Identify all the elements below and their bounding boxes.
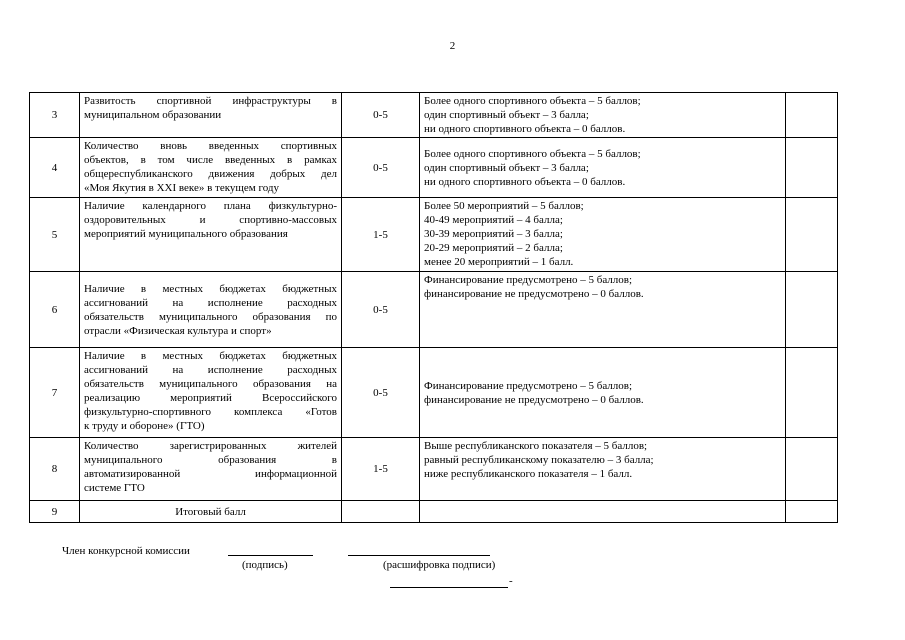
date-line-tail: - [509,575,513,587]
scoring-line: 40-49 мероприятий – 4 балла; [424,214,563,226]
page-number: 2 [449,40,456,52]
score-range: 0-5 [342,138,420,198]
signature-caption: (подпись) [242,559,288,571]
criterion-line: автоматизированной информационной [84,468,337,480]
scoring-line: равный республиканскому показателю – 3 балла; [424,454,654,466]
signature-line[interactable] [228,555,313,556]
scoring-line: Более одного спортивного объекта – 5 баллов; [424,147,641,160]
criterion-line: обязательств муниципального образования по [84,310,337,323]
criterion-cell [80,138,342,198]
criterion-line: обязательств муниципального образования на [84,378,337,390]
row-number: 6 [30,272,80,348]
signature-block [0,541,905,601]
table-row [30,272,838,348]
score-range: 1-5 [342,198,420,272]
scoring-cell [420,438,786,501]
scoring-line: Финансирование предусмотрено – 5 баллов; [424,274,633,286]
table-row [30,438,838,501]
scoring-cell [420,198,786,272]
scoring-cell [420,93,786,138]
score-cell[interactable] [786,138,838,198]
criterion-line: муниципального образования в [84,454,337,466]
scoring-line: Более 50 мероприятий – 5 баллов; [424,200,584,212]
scoring-cell [420,501,786,523]
score-cell[interactable] [786,198,838,272]
signature-label: Член конкурсной комиссии [62,545,190,557]
table-row [30,138,838,198]
scoring-line: 20-29 мероприятий – 2 балла; [424,242,563,254]
criterion-line: муниципальном образовании [84,109,222,121]
criterion-line: ассигнований на исполнение расходных [84,296,337,309]
criterion-line: физкультурно-спортивного комплекса «Готов [84,406,337,418]
score-cell[interactable] [786,93,838,138]
criterion-line: Наличие в местных бюджетах бюджетных [84,282,337,295]
criterion-cell [80,438,342,501]
score-range [342,501,420,523]
criterion-line: Развитость спортивной инфраструктуры в [84,95,337,107]
criterion-line: системе ГТО [84,482,145,494]
row-number: 7 [30,348,80,438]
criteria-table [29,92,838,523]
scoring-line: Финансирование предусмотрено – 5 баллов; [424,379,633,392]
table-row [30,93,838,138]
table-body [30,93,838,523]
criterion-line: ассигнований на исполнение расходных [84,364,337,376]
score-range: 0-5 [342,93,420,138]
row-number: 3 [30,93,80,138]
table-row [30,198,838,272]
criterion-line: оздоровительных и спортивно-массовых [84,214,337,226]
criterion-line: «Моя Якутия в XXI веке» в текущем году [84,182,279,194]
scoring-line: ни одного спортивного объекта – 0 баллов. [424,175,626,188]
criterion-line: Количество вновь введенных спортивных [84,140,337,152]
score-cell[interactable] [786,348,838,438]
scoring-line: менее 20 мероприятий – 1 балл. [424,256,574,268]
score-range: 0-5 [342,272,420,348]
scoring-cell [420,272,786,348]
criterion-line: Количество зарегистрированных жителей [84,440,337,452]
date-line[interactable] [390,587,508,588]
scoring-line: один спортивный объект – 3 балла; [424,161,589,174]
criterion-line: мероприятий муниципального образования [84,228,288,240]
score-range: 1-5 [342,438,420,501]
score-cell[interactable] [786,272,838,348]
scoring-line: Более одного спортивного объекта – 5 баллов; [424,95,641,107]
scoring-line: один спортивный объект – 3 балла; [424,109,589,121]
total-score-cell[interactable] [786,501,838,523]
scoring-line: Выше республиканского показателя – 5 баллов; [424,440,648,452]
criterion-line: общереспубликанского движения добрых дел [84,168,337,180]
row-number: 5 [30,198,80,272]
criterion-line: к труду и обороне» (ГТО) [84,420,205,432]
criterion-cell [80,198,342,272]
scoring-line: 30-39 мероприятий – 3 балла; [424,228,563,240]
scoring-line: ниже республиканского показателя – 1 балл. [424,468,633,480]
scoring-cell [420,348,786,438]
total-label: Итоговый балл [80,501,342,523]
criterion-cell [80,93,342,138]
total-row [30,501,838,523]
row-number: 4 [30,138,80,198]
criterion-line: объектов, в том числе введенных в рамках [84,154,337,166]
scoring-line: финансирование не предусмотрено – 0 баллов. [424,393,644,406]
score-range: 0-5 [342,348,420,438]
scoring-line: ни одного спортивного объекта – 0 баллов. [424,123,626,135]
criterion-cell [80,272,342,348]
table-row [30,348,838,438]
criterion-line: отрасли «Физическая культура и спорт» [84,324,272,337]
row-number: 9 [30,501,80,523]
row-number: 8 [30,438,80,501]
signature-decode-caption: (расшифровка подписи) [383,559,496,571]
scoring-cell [420,138,786,198]
criterion-cell [80,348,342,438]
criterion-line: реализацию мероприятий Всероссийского [84,392,337,404]
signature-decode-line[interactable] [348,555,490,556]
criterion-line: Наличие в местных бюджетах бюджетных [84,350,337,362]
scoring-line: финансирование не предусмотрено – 0 баллов. [424,288,644,300]
score-cell[interactable] [786,438,838,501]
criterion-line: Наличие календарного плана физкультурно- [84,200,337,212]
